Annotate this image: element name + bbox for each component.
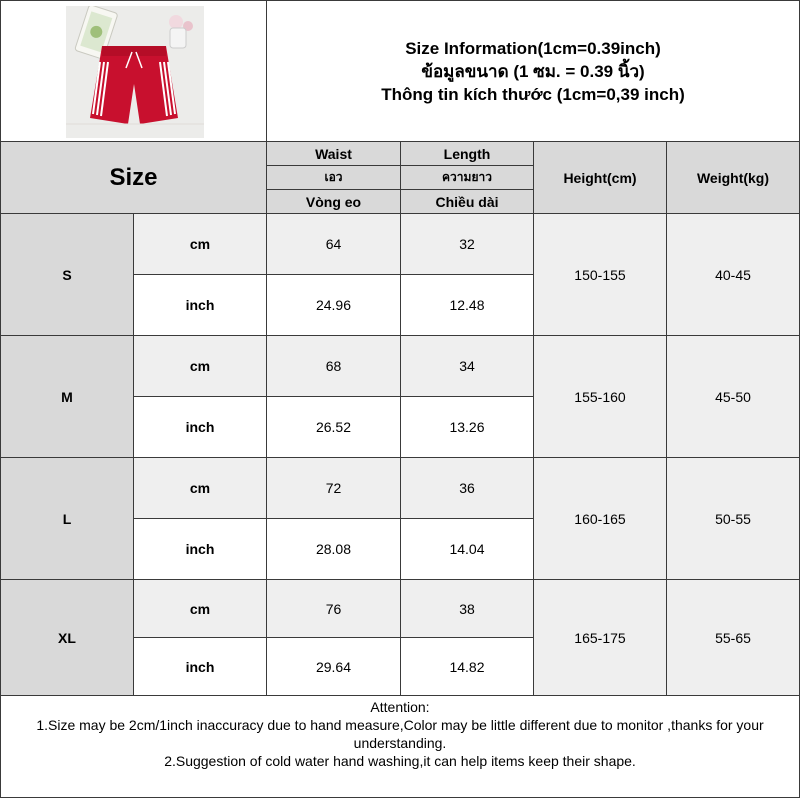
unit-cm: cm <box>134 214 267 275</box>
height-header: Height(cm) <box>534 142 667 214</box>
title-english: Size Information(1cm=0.39inch) <box>405 38 661 58</box>
unit-inch: inch <box>134 519 267 580</box>
unit-inch: inch <box>134 397 267 458</box>
length-header-en: Length <box>401 142 534 166</box>
unit-cm: cm <box>134 336 267 397</box>
weight-value: 40-45 <box>667 214 800 336</box>
size-m-label: M <box>0 336 134 458</box>
waist-inch-value: 28.08 <box>267 519 401 580</box>
length-header-vi: Chiều dài <box>401 190 534 214</box>
product-photo <box>66 6 204 138</box>
height-value: 150-155 <box>534 214 667 336</box>
length-inch-value: 14.82 <box>401 638 534 696</box>
waist-cm-value: 68 <box>267 336 401 397</box>
attention-notes <box>0 696 800 798</box>
waist-inch-value: 24.96 <box>267 275 401 336</box>
attention-heading: Attention: <box>370 699 430 715</box>
attention-note-2: 2.Suggestion of cold water hand washing,it can help items keep their shape. <box>164 753 636 769</box>
weight-value: 45-50 <box>667 336 800 458</box>
waist-header-en: Waist <box>267 142 401 166</box>
unit-inch: inch <box>134 638 267 696</box>
length-inch-value: 13.26 <box>401 397 534 458</box>
weight-value: 55-65 <box>667 580 800 696</box>
waist-cm-value: 76 <box>267 580 401 638</box>
title-thai: ข้อมูลขนาด (1 ซม. = 0.39 นิ้ว) <box>421 61 645 81</box>
length-cm-value: 32 <box>401 214 534 275</box>
waist-header-vi: Vòng eo <box>267 190 401 214</box>
waist-inch-value: 26.52 <box>267 397 401 458</box>
size-header <box>0 142 267 214</box>
length-inch-value: 14.04 <box>401 519 534 580</box>
length-cm-value: 36 <box>401 458 534 519</box>
waist-cm-value: 64 <box>267 214 401 275</box>
length-cm-value: 34 <box>401 336 534 397</box>
height-value: 160-165 <box>534 458 667 580</box>
length-inch-value: 12.48 <box>401 275 534 336</box>
weight-value: 50-55 <box>667 458 800 580</box>
length-cm-value: 38 <box>401 580 534 638</box>
waist-inch-value: 29.64 <box>267 638 401 696</box>
height-value: 165-175 <box>534 580 667 696</box>
length-header-th: ความยาว <box>401 166 534 190</box>
title-vietnamese: Thông tin kích thước (1cm=0,39 inch) <box>381 84 685 104</box>
size-header-label: Size <box>109 163 158 191</box>
unit-cm: cm <box>134 580 267 638</box>
weight-header: Weight(kg) <box>667 142 800 214</box>
waist-header-th: เอว <box>267 166 401 190</box>
size-l-label: L <box>0 458 134 580</box>
waist-cm-value: 72 <box>267 458 401 519</box>
height-value: 155-160 <box>534 336 667 458</box>
size-xl-label: XL <box>0 580 134 696</box>
unit-inch: inch <box>134 275 267 336</box>
attention-note-1: 1.Size may be 2cm/1inch inaccuracy due to hand measure,Color may be little different due to monitor ,thanks for your understanding. <box>36 717 764 751</box>
unit-cm: cm <box>134 458 267 519</box>
size-s-label: S <box>0 214 134 336</box>
title-block <box>267 0 800 142</box>
